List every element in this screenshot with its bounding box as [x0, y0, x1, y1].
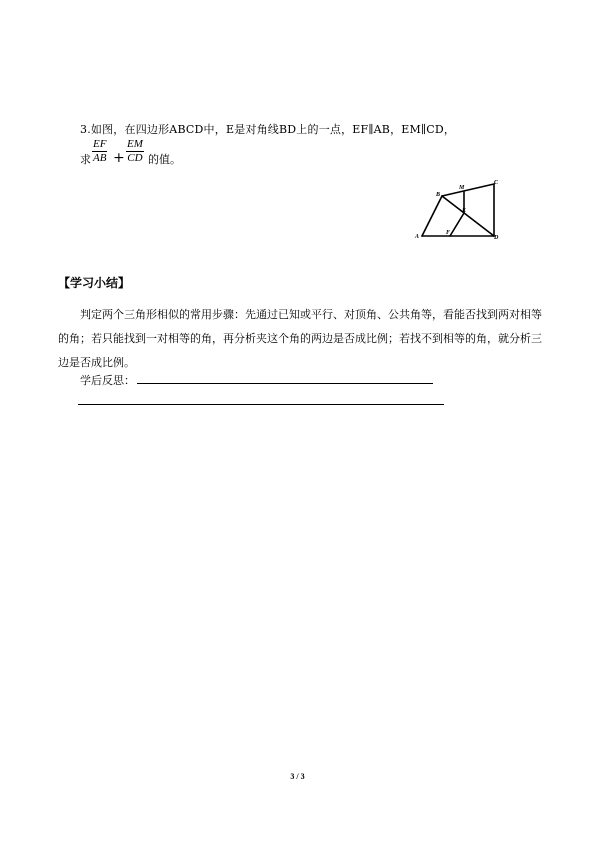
point-label-m: M	[459, 185, 465, 191]
reflection-label: 学后反思：	[80, 374, 135, 387]
summary-paragraph	[58, 303, 542, 375]
fraction-em-cd	[126, 138, 144, 165]
segment-ab	[422, 196, 442, 236]
point-label-c: C	[494, 180, 499, 186]
section-title-summary: 【学习小结】	[58, 276, 131, 290]
fraction-numerator: EF	[93, 138, 107, 150]
formula-prefix: 求	[80, 153, 91, 166]
reflection-answer-line-1[interactable]	[137, 383, 433, 384]
point-label-b: B	[436, 192, 441, 198]
fraction-denominator: AB	[93, 152, 107, 164]
point-label-a: A	[415, 234, 420, 240]
point-label-f: F	[446, 230, 451, 236]
quadrilateral-figure	[412, 178, 508, 242]
segment-bc	[442, 184, 494, 196]
fraction-numerator: EM	[127, 138, 143, 150]
summary-paragraph-text: 判定两个三角形相似的常用步骤：先通过已知或平行、对顶角、公共角等，看能否找到两对相等的角；若只能找到一对相等的角，再分析夹这个角的两边是否成比例；若找不到相等的角，就分析三边是否成比例。	[58, 308, 542, 369]
page-number: 3 / 3	[290, 772, 305, 781]
segment-ef	[450, 213, 464, 236]
question-3-text: 3.如图，在四边形ABCD中，E是对角线BD上的一点，EF∥AB，EM∥CD，	[80, 123, 456, 136]
point-label-e: E	[462, 208, 467, 214]
fraction-denominator: CD	[127, 152, 143, 164]
point-label-d: D	[494, 235, 499, 241]
reflection-answer-line-2[interactable]	[78, 404, 444, 405]
formula-suffix: 的值。	[148, 153, 181, 166]
fraction-ef-ab	[92, 138, 107, 165]
plus-sign: +	[113, 150, 125, 166]
